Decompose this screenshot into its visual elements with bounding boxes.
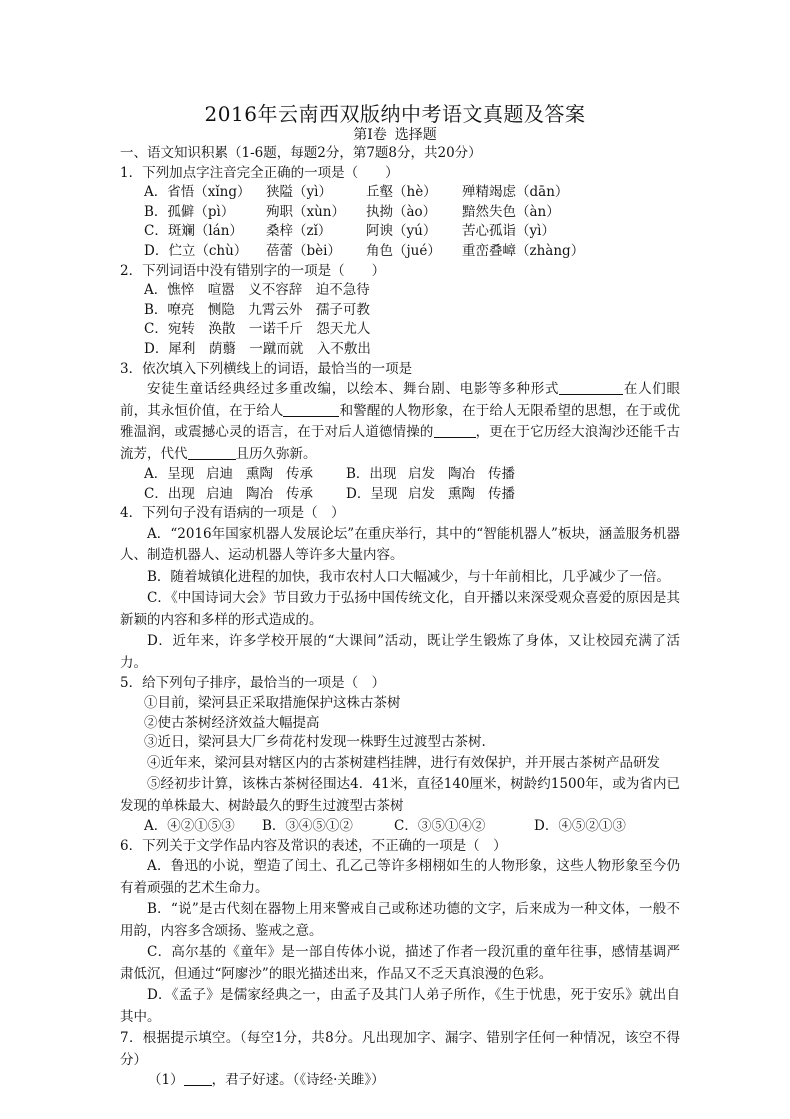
blank-3 [434, 423, 476, 438]
question-1-option-d: D．伫立（chù） 蓓蕾（bèi） 角色（jué） 重峦叠嶂（zhàng） [144, 242, 585, 259]
fill-in-blank [184, 1071, 212, 1086]
document-title: 2016年云南西双版纳中考语文真题及答案 [204, 102, 586, 126]
question-3-stem: 3．依次填入下列横线上的词语，最恰当的一项是 [120, 360, 413, 377]
question-6-option-b: B．“说”是古代刻在器物上用来警戒自己或称述功德的文字，后来成为一种文体，一般不用韵，内容多含颂扬、鉴戒之意。 [120, 901, 680, 939]
question-6-option-c: C．高尔基的《童年》是一部自传体小说，描述了作者一段沉重的童年往事，感情基调严肃低沉，但通过“阿廖沙”的眼光描述出来，作品又不乏天真浪漫的色彩。 [120, 944, 680, 982]
question-6-option-d: D．《孟子》是儒家经典之一，由孟子及其门人弟子所作，《生于忧患，死于安乐》就出自其中。 [120, 987, 680, 1025]
question-6-stem: 6．下列关于文学作品内容及常识的表述，不正确的一项是（ ） [120, 837, 507, 854]
question-6-option-a: A．鲁迅的小说，塑造了闰土、孔乙己等许多栩栩如生的人物形象，这些人物形象至今仍有着顽强的艺术生命力。 [120, 858, 680, 896]
question-3-passage: 安徒生童话经典经过多重改编，以绘本、舞台剧、电影等多种形式 在人们眼前，其永恒价值，在于给人 和警醒的人物形象，在于给人无限希望的思想，在于或优雅温润，或震撼心灵的语言，在于对后人道德情操的 ，更在于它历经大浪淘沙还能千古流芳，代代 且历久弥新。 [120, 381, 681, 462]
blank-2 [283, 402, 339, 417]
question-5-options: A．④②①⑤③ B．③④⑤①② C．③⑤①④② D．④⑤②①③ [144, 818, 626, 835]
question-7-item-1: （1） ，君子好逑。（《诗经·关雎》） [148, 1072, 385, 1089]
question-2-option-d: D．犀利 荫蘙 一蹴而就 入不敷出 [144, 340, 371, 357]
question-5-sentence-3: ③近日，梁河县大厂乡荷花村发现一株野生过渡型古茶树. [144, 734, 486, 751]
question-5-sentence-2: ②使古茶树经济效益大幅提高 [144, 714, 320, 731]
document-body [120, 144, 680, 1091]
question-5-sentence-1: ①目前，梁河县正采取措施保护这株古茶树 [144, 695, 401, 711]
question-4-option-d: D．近年来，许多学校开展的“大课间”活动，既让学生锻炼了身体，又让校园充满了活力。 [120, 633, 680, 671]
question-2-option-b: B．嘹亮 恻隐 九霄云外 孺子可教 [144, 301, 370, 318]
question-7-stem: 7．根据提示填空。（每空1分，共8分。凡出现加字、漏字、错别字任何一种情况，该空不得分） [120, 1030, 680, 1068]
question-1-option-b: B．孤僻（pì） 殉职（xùn） 执拗（ào） 黯然失色（àn） [144, 203, 560, 220]
question-2-stem: 2．下列词语中没有错别字的一项是（ ） [120, 262, 386, 279]
blank-4 [188, 445, 236, 460]
question-3-options-ab: A．呈现 启迪 熏陶 传承 B．出现 启发 陶冶 传播 [144, 466, 515, 483]
question-2-option-c: C．宛转 涣散 一诺千斤 怨天尤人 [144, 321, 371, 338]
question-3-options-cd: C．出现 启迪 陶冶 传承 D．呈现 启发 熏陶 传播 [144, 485, 515, 502]
question-4-stem: 4．下列句子没有语病的一项是（ ） [120, 505, 345, 522]
question-5-sentence-4: ④近年来，梁河县对辖区内的古茶树建档挂牌，进行有效保护，并开展古茶树产品研发 [147, 754, 660, 771]
question-1-stem: 1．下列加点字注音完全正确的一项是（ ） [120, 164, 399, 181]
question-5-stem: 5．给下列句子排序，最恰当的一项是（ ） [120, 675, 386, 692]
question-5-sentence-5: ⑤经初步计算，该株古茶树径围达4．41米，直径140厘米，树龄约1500年，或为省内已发现的单株最大、树龄最久的野生过渡型古茶树 [120, 776, 680, 814]
section-heading: 一、语文知识积累（1-6题，每题2分，第7题8分，共20分） [120, 145, 482, 161]
question-4-option-a: A．“2016年国家机器人发展论坛”在重庆举行，其中的“智能机器人”板块，涵盖服务机器人、制造机器人、运动机器人等许多大量内容。 [120, 525, 680, 564]
question-1-option-a: A．省悟（xǐng） 狭隘（yì） 丘壑（hè） 殚精竭虑（dān） [144, 184, 569, 201]
question-1-option-c: C．斑斓（lán） 桑梓（zǐ） 阿谀（yú） 苦心孤诣（yì） [144, 223, 555, 240]
volume-label: 第Ⅰ卷 [353, 127, 387, 143]
blank-1 [559, 380, 623, 395]
question-2-option-a: A．憔悴 喧嚣 义不容辞 迫不急待 [144, 282, 370, 299]
question-4-option-c: C．《中国诗词大会》节目致力于弘扬中国传统文化，自开播以来深受观众喜爱的原因是其新颖的内容和多样的形式造成的。 [120, 590, 680, 628]
question-4-option-b: B．随着城镇化进程的加快，我市农村人口大幅减少，与十年前相比，几乎减少了一倍。 [147, 568, 670, 585]
volume-subtitle [0, 124, 790, 144]
volume-type: 选择题 [394, 127, 437, 143]
